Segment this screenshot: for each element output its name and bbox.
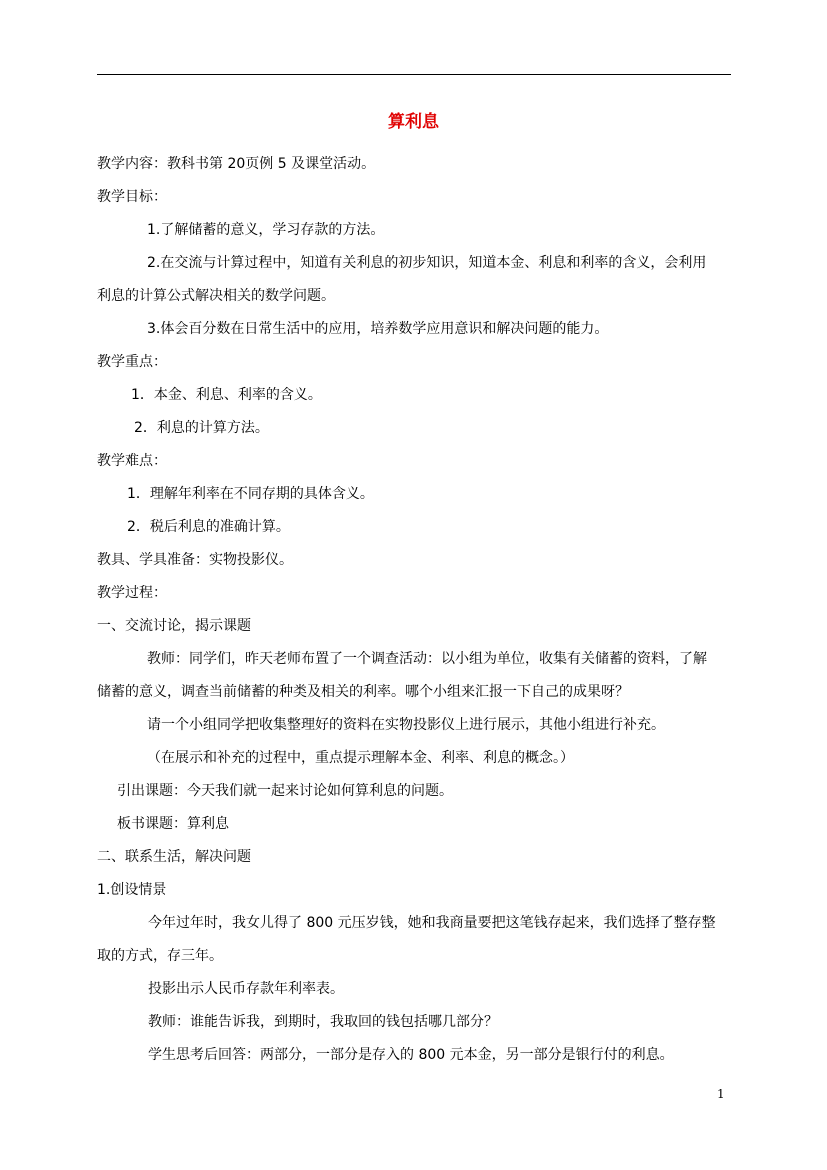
heading-teaching-goals: 教学目标：	[97, 189, 167, 205]
paragraph-introduce-topic: 引出课题：今天我们就一起来讨论如何算利息的问题。	[117, 783, 453, 799]
paragraph-note: （在展示和补充的过程中，重点提示理解本金、利率、利息的概念。）	[147, 750, 574, 766]
paragraph-teaching-content: 教学内容：教科书第 20页例 5 及课堂活动。	[97, 156, 376, 172]
header-rule	[97, 74, 731, 75]
paragraph-scenario-continued: 取的方式，存三年。	[97, 948, 223, 964]
subheading-scenario: 1.创设情景	[97, 882, 167, 898]
paragraph-group-display: 请一个小组同学把收集整理好的资料在实物投影仪上进行展示，其他小组进行补充。	[147, 717, 665, 733]
heading-difficulties: 教学难点：	[97, 453, 167, 469]
section-heading-1: 一、交流讨论，揭示课题	[97, 618, 251, 634]
paragraph-student-answer: 学生思考后回答：两部分，一部分是存入的 800 元本金，另一部分是银行付的利息。	[148, 1047, 674, 1063]
page-number: 1	[717, 1087, 725, 1101]
paragraph-projection: 投影出示人民币存款年利率表。	[148, 981, 344, 997]
paragraph-teaching-aids: 教具、学具准备：实物投影仪。	[97, 552, 293, 568]
document-body	[97, 148, 737, 1072]
document-title: 算利息	[388, 112, 439, 132]
paragraph-teacher-question: 教师：谁能告诉我，到期时，我取回的钱包括哪几部分？	[148, 1014, 498, 1030]
paragraph-teacher-intro-continued: 储蓄的意义，调查当前储蓄的种类及相关的利率。哪个小组来汇报一下自己的成果呀？	[97, 684, 629, 700]
goal-item-2-continued: 利息的计算公式解决相关的数学问题。	[97, 288, 335, 304]
paragraph-board-topic: 板书课题：算利息	[117, 816, 229, 832]
paragraph-scenario: 今年过年时，我女儿得了 800 元压岁钱，她和我商量要把这笔钱存起来，我们选择了整存整	[148, 915, 716, 931]
key-point-1: 1．本金、利息、利率的含义。	[131, 387, 322, 403]
heading-teaching-process: 教学过程：	[97, 585, 167, 601]
difficulty-2: 2．税后利息的准确计算。	[127, 519, 290, 535]
paragraph-teacher-intro: 教师：同学们，昨天老师布置了一个调查活动：以小组为单位，收集有关储蓄的资料，了解	[147, 651, 707, 667]
goal-item-2: 2.在交流与计算过程中，知道有关利息的初步知识，知道本金、利息和利率的含义，会利用	[147, 255, 707, 271]
goal-item-3: 3.体会百分数在日常生活中的应用，培养数学应用意识和解决问题的能力。	[147, 321, 609, 337]
difficulty-1: 1．理解年利率在不同存期的具体含义。	[127, 486, 374, 502]
goal-item-1: 1.了解储蓄的意义，学习存款的方法。	[147, 222, 385, 238]
section-heading-2: 二、联系生活，解决问题	[97, 849, 251, 865]
heading-key-points: 教学重点：	[97, 354, 167, 370]
key-point-2: 2．利息的计算方法。	[134, 420, 269, 436]
